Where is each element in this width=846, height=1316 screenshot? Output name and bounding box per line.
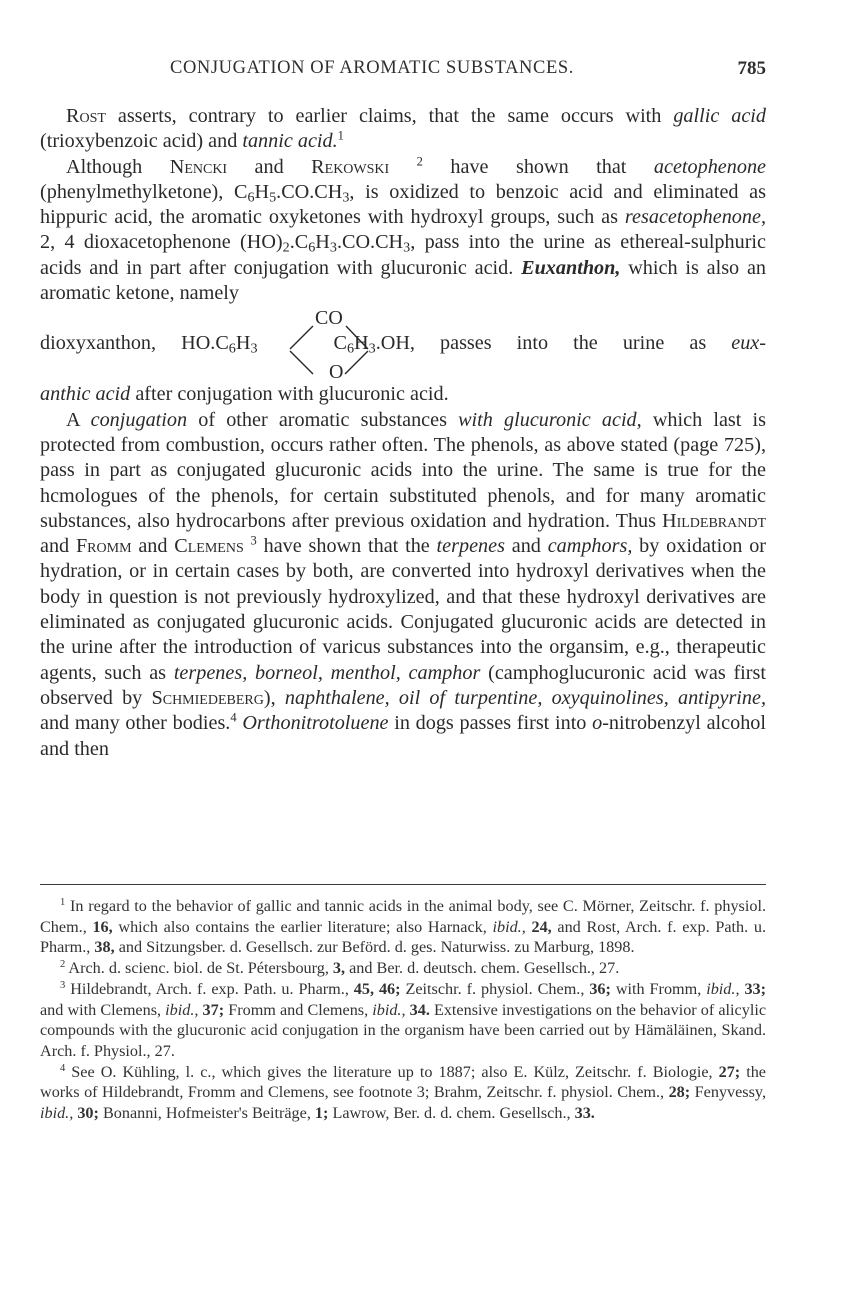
term-camphors: camphors,: [547, 535, 633, 558]
author-hildebrandt: Hildebrandt: [661, 509, 766, 532]
footnote-1: $^1$ In regard to the behavior of gallic and tannic acids in the animal body, see C. Mörner, Zeitschr. f. physiol. Chem., 16, which also contains the earlier literature; also Harnack, ibid., 24, and Rost, Arch. f. exp. Path. u. Pharm., 38, and Sitzungsber. d. Gesellsch. zur Beförd. d. ges. Naturwiss. zu Marburg, 1898.: [40, 897, 766, 957]
author-schmiedeberg: Schmiedeberg: [151, 686, 264, 709]
author-nencki: Nencki: [169, 155, 228, 178]
author-rost: Rost: [66, 105, 106, 127]
footnote-ref-4: 4: [230, 710, 237, 725]
footnote-divider: [40, 884, 766, 885]
footnote-2: $^2$ Arch. d. scienc. biol. de St. Pétersbourg, 3, and Ber. d. deutsch. chem. Gesellsch., 27.: [60, 959, 620, 978]
term-terpenes: terpenes: [436, 535, 505, 558]
structural-formula: [40, 306, 766, 382]
footnote-ref-3: 3: [250, 533, 257, 548]
footnote-4: $^4$ See O. Kühling, l. c., which gives the literature up to 1887; also E. Külz, Zeitschr. f. Biologie, 27; the works of Hildebrandt, Fromm and Clemens, see footnote 3; Brahm, Zeitschr. f. physiol. Chem., 28; Fenyvessy, ibid., 30; Bonanni, Hofmeister's Beiträge, 1; Lawrow, Ber. d. d. chem. Gesellsch., 33.: [40, 1062, 766, 1123]
author-rekowski: Rekowski: [311, 155, 390, 178]
term-conjugation: conjugation: [90, 408, 188, 431]
paragraph-conjugation: A conjugation of other aromatic substances with glucuronic acid, which last is protected from combustion, occurs rather often. The phenols, as above stated (page 725), pass in part as conjugated glucuronic acids into the urine. The same is true for the hcmologues of the phenols, for certain substituted phenols, and for many aromatic substances, also hydrocarbons after previous oxidation and hydration. Thus Hildebrandt and Fromm and Clemens $^3$ have shown that the terpenes and camphors, by oxidation or hydration, or in certain cases by both, are converted into hydroxyl derivatives when the body in question is not previously hydroxylized, and that these hydroxyl derivatives are eliminated as conjugated glucuronic acids. Conjugated glucuronic acids are detected in the urine after the introduction of varicus substances into the organsim, e.g., therapeutic agents, such as terpenes, borneol, menthol, camphor (camphoglucuronic acid was first observed by Schmiedeberg), naphthalene, oil of turpentine, oxyquinolines, antipyrine, and many other bodies.$^4$ Orthonitrotoluene in dogs passes first into o-nitrobenzyl alcohol and then: [40, 408, 767, 760]
running-header: [40, 58, 766, 88]
formula-o-group: O: [329, 361, 344, 383]
footnote-ref-1: 1: [337, 128, 344, 143]
footnotes: [40, 896, 766, 1124]
term-list-terpenes: terpenes, borneol, menthol, camphor: [173, 661, 481, 684]
author-clemens: Clemens: [174, 535, 244, 558]
term-with-glucuronic-acid: with glucuronic acid,: [458, 408, 642, 431]
paragraph-nencki: Although Nencki and Rekowski $^2$ have shown that acetophenone (phenylmethylketone), $C_6H_5.CO.CH_3$, is oxidized to benzoic acid and eliminated as hippuric acid, the aromatic oxyketones with hydroxyl groups, such as resacetophenone, 2, 4 dioxacetophenone $(HO)_2.C_6H_3.CO.CH_3$, pass into the urine as ethereal-sulphuric acids and in part after conjugation with glucuronic acid. Euxanthon, which is also an aromatic ketone, namely: [40, 154, 767, 305]
paragraph-rost: Rost asserts, contrary to earlier claims, that the same occurs with gallic acid (trioxybenzoic acid) and tannic acid.$^1$: [40, 105, 766, 153]
paragraph-euxanthic: anthic acid after conjugation with glucuronic acid.: [40, 383, 449, 406]
term-euxanthic-acid: anthic acid: [40, 383, 131, 406]
term-orthonitrotoluene: Orthonitrotoluene: [242, 712, 389, 735]
author-fromm: Fromm: [75, 535, 132, 558]
term-list-naphthalene: naphthalene, oil of turpentine, oxyquinolines, antipyrine,: [284, 686, 767, 709]
formula-line: dioxyxanthon, $HO.C_6H_3$ $C_6H_3.OH$, passes into the urine as eux-: [40, 332, 766, 357]
footnote-ref-2: 2: [416, 154, 423, 169]
page-number: 785: [737, 58, 766, 79]
main-text: [40, 104, 766, 762]
footnote-3: $^3$ Hildebrandt, Arch. f. exp. Path. u. Pharm., 45, 46; Zeitschr. f. physiol. Chem., 36; with Fromm, ibid., 33; and with Clemens, ibid., 37; Fromm and Clemens, ibid., 34. Extensive investigations on the behavior of alicylic compounds with the glucuronic acid conjugation in the organism have been carried out by Hämäläinen, Skand. Arch. f. Physiol., 27.: [40, 979, 767, 1060]
term-eux: eux-: [731, 332, 766, 355]
term-gallic-acid: gallic acid: [673, 105, 766, 127]
term-resacetophenone: resacetophenone,: [624, 206, 766, 229]
running-title: CONJUGATION OF AROMATIC SUBSTANCES.: [170, 58, 574, 78]
term-acetophenone: acetophenone: [653, 155, 766, 178]
formula-co-group: CO: [315, 307, 343, 330]
term-tannic-acid: tannic acid.: [242, 130, 338, 153]
term-euxanthon: Euxanthon,: [521, 256, 621, 279]
